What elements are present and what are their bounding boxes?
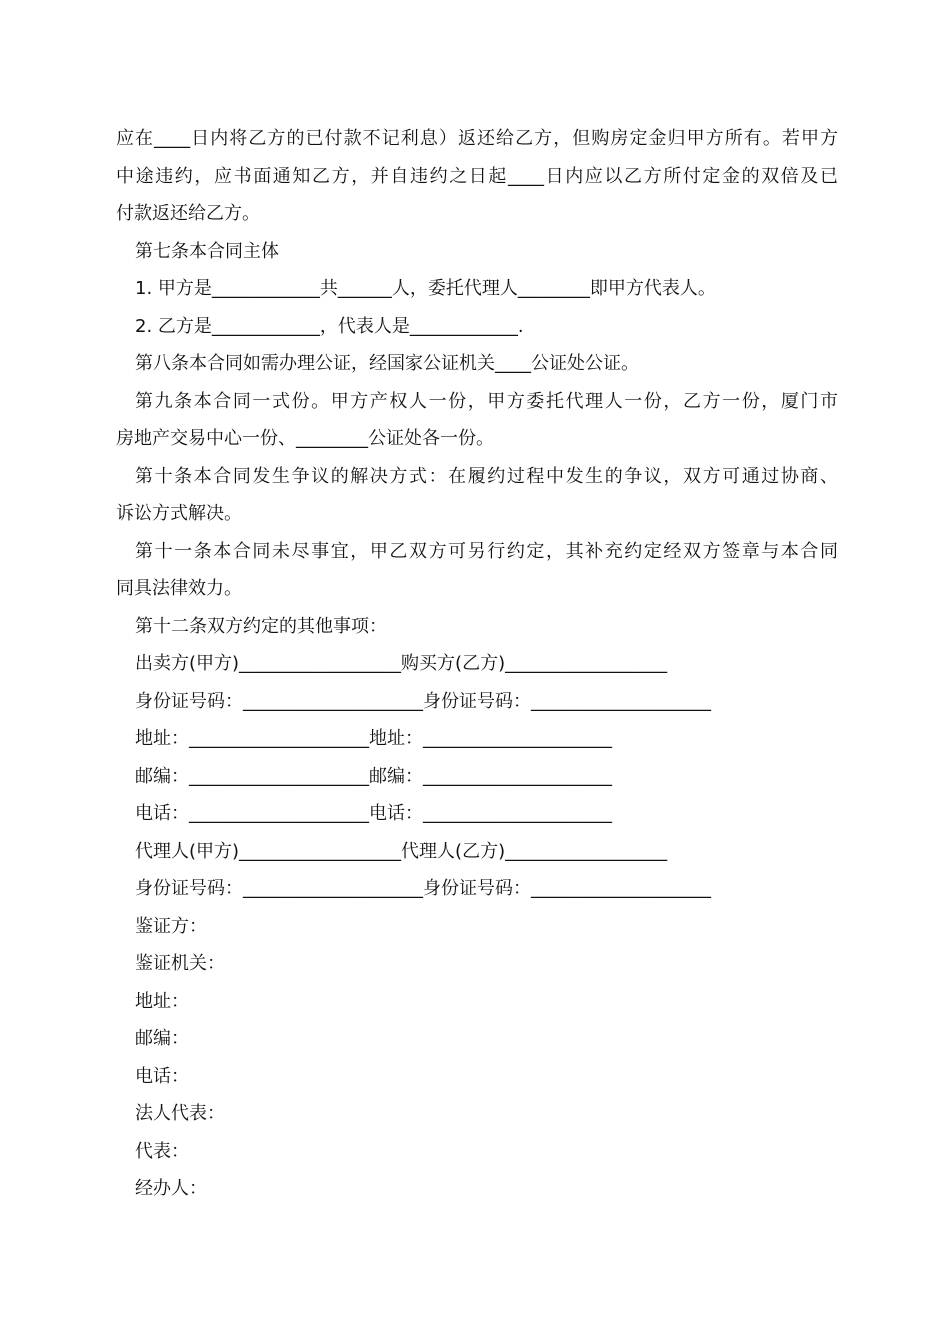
- text-line: 经办人：: [135, 1178, 207, 1199]
- text-line: 房地产交易中心一份、________公证处各一份。: [116, 428, 494, 449]
- text-line: 鉴证方：: [135, 915, 207, 937]
- text-line: 地址：: [135, 990, 189, 1012]
- text-line: 第十条本合同发生争议的解决方式：在履约过程中发生的争议，双方可通过协商、: [135, 465, 838, 487]
- text-line: 第九条本合同一式份。甲方产权人一份，甲方委托代理人一份，乙方一份，厦门市: [135, 390, 838, 412]
- text-line: 第八条本合同如需办理公证，经国家公证机关____公证处公证。: [135, 353, 639, 374]
- text-line: 法人代表：: [135, 1103, 225, 1124]
- text-line: 鉴证机关：: [135, 953, 225, 974]
- text-line: 电话：____________________电话：_____________________: [135, 803, 612, 824]
- text-line: 第七条本合同主体: [135, 240, 279, 262]
- text-line: 同具法律效力。: [116, 578, 242, 599]
- document-body: [116, 120, 838, 1208]
- text-line: 身份证号码：____________________身份证号码：____________________: [135, 878, 711, 899]
- text-line: 2. 乙方是____________，代表人是____________.: [135, 315, 524, 337]
- text-line: 身份证号码：____________________身份证号码：____________________: [135, 690, 711, 712]
- text-line: 邮编：: [135, 1028, 189, 1049]
- text-line: 诉讼方式解决。: [116, 503, 242, 524]
- text-line: 第十二条双方约定的其他事项：: [135, 615, 387, 637]
- text-line: 邮编：____________________邮编：_____________________: [135, 765, 612, 787]
- text-line: 第十一条本合同未尽事宜，甲乙双方可另行约定，其补充约定经双方签章与本合同: [135, 540, 838, 562]
- text-line: 代理人(甲方)__________________代理人(乙方)__________________: [135, 840, 668, 862]
- text-line: 地址：____________________地址：_____________________: [135, 728, 612, 749]
- document-page: [116, 120, 838, 1208]
- text-line: 中途违约，应书面通知乙方，并自违约之日起____日内应以乙方所付定金的双倍及已: [116, 165, 838, 187]
- text-line: 1. 甲方是____________共______人，委托代理人________即甲方代表人。: [135, 278, 716, 299]
- text-line: 出卖方(甲方)__________________购买方(乙方)__________________: [135, 653, 668, 674]
- text-line: 应在____日内将乙方的已付款不记利息）返还给乙方，但购房定金归甲方所有。若甲方: [116, 128, 838, 149]
- text-line: 电话：: [135, 1065, 189, 1087]
- text-line: 代表：: [135, 1140, 189, 1162]
- text-line: 付款返还给乙方。: [116, 203, 260, 224]
